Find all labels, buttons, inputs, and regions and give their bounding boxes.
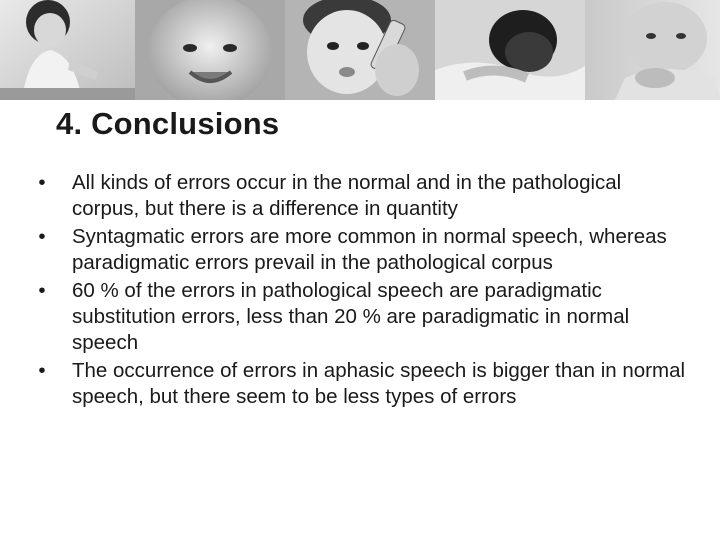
list-item-text: The occurrence of errors in aphasic speech is bigger than in normal speech, but there seem to be less types of errors bbox=[72, 359, 686, 408]
bullet-icon: • bbox=[38, 225, 46, 248]
sleeping-baby-photo bbox=[435, 0, 585, 100]
list-item bbox=[32, 358, 692, 410]
list-item bbox=[32, 224, 692, 276]
list-item-text: 60 % of the errors in pathological speech are paradigmatic substitution errors, less than 20 % are paradigmatic in normal speech bbox=[72, 279, 630, 354]
resting-baby-photo bbox=[585, 0, 720, 100]
slide-title: 4. Conclusions bbox=[56, 106, 280, 141]
list-item-text: All kinds of errors occur in the normal and in the pathological corpus, but there is a difference in quantity bbox=[72, 171, 622, 220]
list-item bbox=[32, 278, 692, 356]
smiling-baby-photo bbox=[135, 0, 285, 100]
list-item-text: Syntagmatic errors are more common in normal speech, whereas paradigmatic errors prevail in the pathological corpus bbox=[72, 225, 667, 274]
bullet-icon: • bbox=[38, 279, 46, 302]
toddler-photo bbox=[0, 0, 135, 100]
bullet-icon: • bbox=[38, 171, 46, 194]
photo-banner bbox=[0, 0, 720, 100]
list-item bbox=[32, 170, 692, 222]
baby-with-phone-photo bbox=[285, 0, 435, 100]
conclusions-list bbox=[32, 170, 692, 412]
bullet-icon: • bbox=[38, 359, 46, 382]
